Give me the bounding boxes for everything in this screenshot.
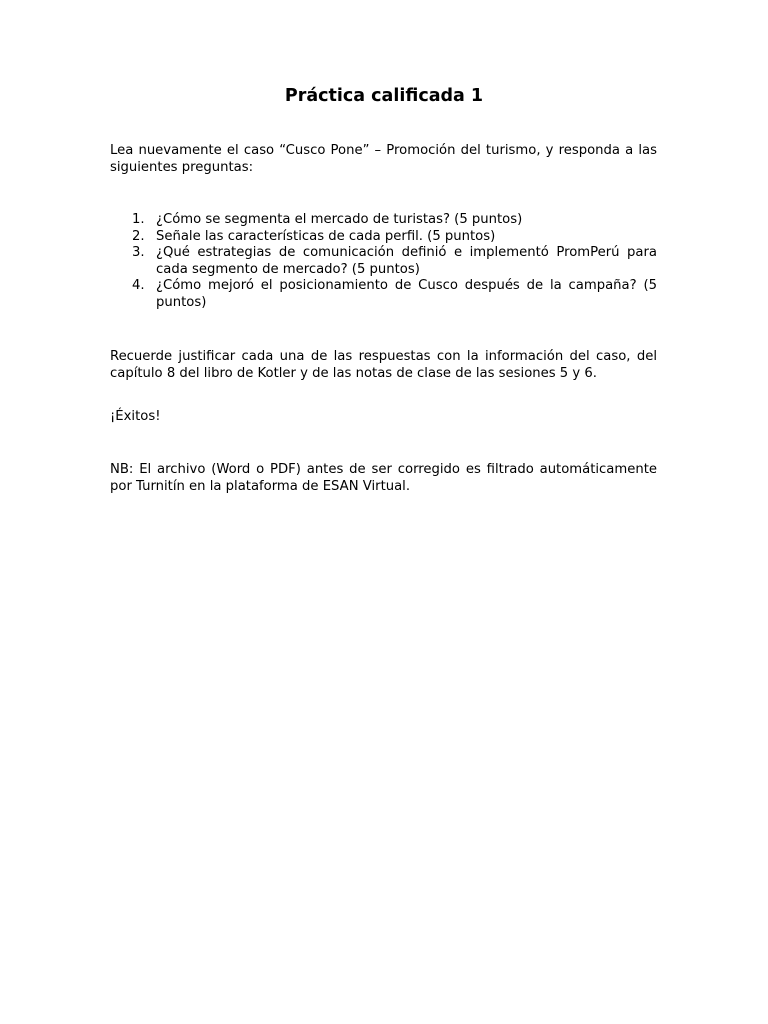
intro-paragraph: Lea nuevamente el caso “Cusco Pone” – Promoción del turismo, y responda a las siguientes preguntas: [110, 143, 657, 175]
list-item-number: 1. [132, 212, 145, 227]
list-item [110, 229, 657, 246]
list-item-text: ¿Qué estrategias de comunicación definió e implementó PromPerú para cada segmento de mercado? (5 puntos) [156, 245, 657, 277]
reminder-paragraph: Recuerde justificar cada una de las respuestas con la información del caso, del capítulo 8 del libro de Kotler y de las notas de clase de las sesiones 5 y 6. [110, 349, 657, 381]
list-item-text: Señale las características de cada perfil. (5 puntos) [156, 228, 496, 244]
list-item-text: ¿Cómo mejoró el posicionamiento de Cusco después de la campaña? (5 puntos) [156, 278, 657, 310]
closing-text: ¡Éxitos! [110, 409, 161, 424]
list-item-number: 2. [132, 228, 145, 244]
list-item [110, 278, 657, 311]
note-paragraph: NB: El archivo (Word o PDF) antes de ser corregido es filtrado automáticamente por Turnitín en la plataforma de ESAN Virtual. [110, 462, 657, 494]
page-title: Práctica calificada 1 [284, 86, 484, 106]
list-item [110, 245, 657, 278]
list-item [110, 212, 657, 229]
list-item-number: 4. [132, 278, 145, 294]
question-list [110, 212, 657, 312]
list-item-text: ¿Cómo se segmenta el mercado de turistas? (5 puntos) [156, 212, 523, 227]
list-item-number: 3. [132, 245, 145, 261]
